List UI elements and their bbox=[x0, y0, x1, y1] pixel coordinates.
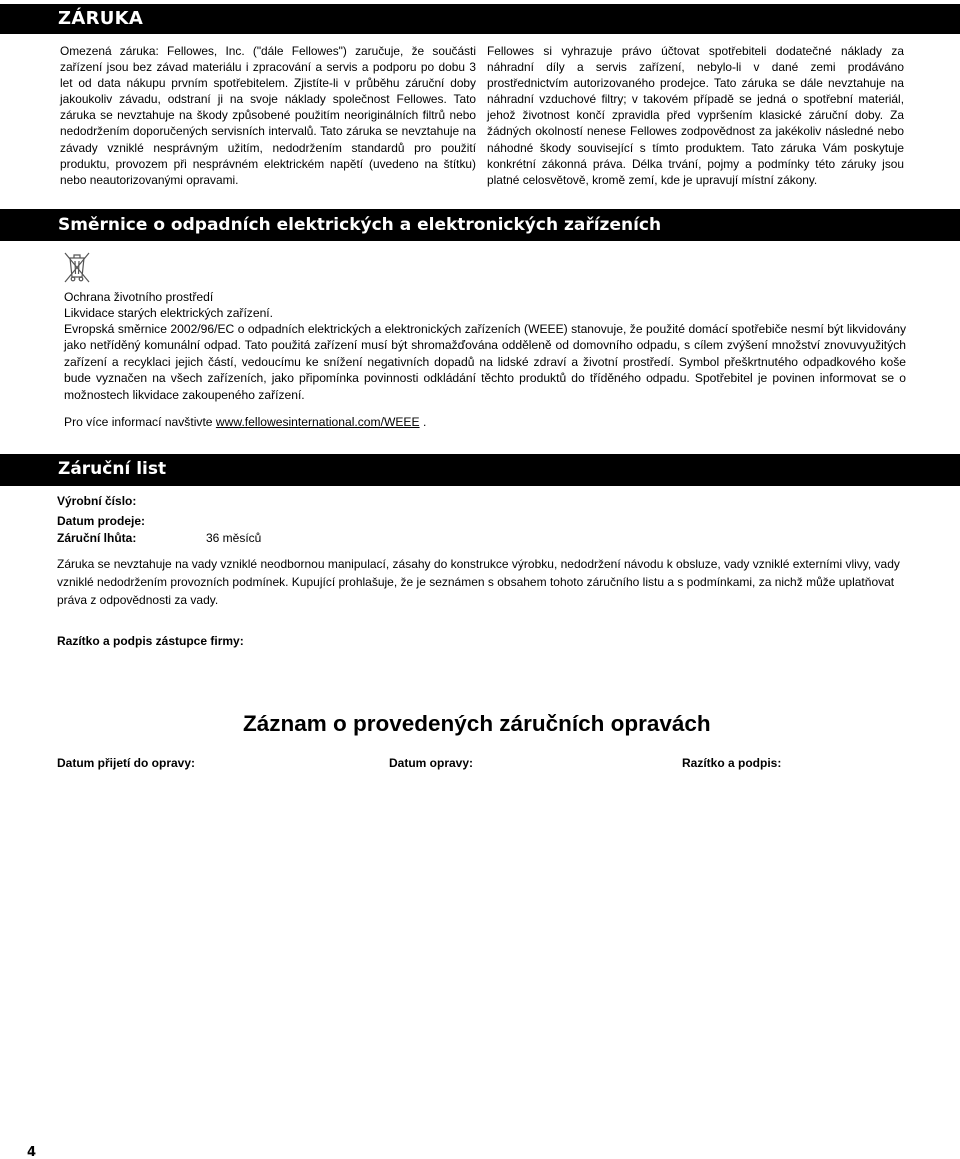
warranty-text-right: Fellowes si vyhrazuje právo účtovat spotřebiteli dodatečné náklady za náhradní díly a servis zařízení, nebylo-li v dané zemi prodáváno prostřednictvím autorizovaného prodejce. Tato záruka se dále nevztahuje na náhradní vzduchové filtry; v takovém případě se jedná o spotřební materiál, jehož životnost končí zpravidla před vypršením klasické záruční doby. Za žádných okolností nenese Fellowes zodpovědnost za jakékoliv následné nebo náhodné škody související s tímto produktem. Tato záruka Vám poskytuje konkrétní zákonná práva. Délka trvání, pojmy a podmínky této záruky jsou platné celosvětově, kromě zemí, kde je upravují místní zákony. bbox=[487, 44, 904, 187]
warranty-period-label: Záruční lhůta: bbox=[57, 531, 137, 545]
more-info-line bbox=[64, 414, 906, 430]
serial-number-label: Výrobní číslo: bbox=[57, 494, 137, 508]
environment-heading: Ochrana životního prostředí bbox=[64, 290, 214, 304]
more-info-prefix: Pro více informací navštivte bbox=[64, 415, 216, 429]
weee-link[interactable]: www.fellowesinternational.com/WEEE bbox=[215, 415, 420, 429]
page-number: 4 bbox=[27, 1145, 37, 1159]
warranty-title: ZÁRUKA bbox=[58, 8, 144, 29]
environment-lines bbox=[64, 289, 906, 322]
weee-title: Směrnice o odpadních elektrických a elektronických zařízeních bbox=[58, 215, 662, 235]
crossed-bin-icon bbox=[62, 249, 92, 285]
warranty-card-header-bar bbox=[0, 454, 960, 486]
repairs-record-title: Záznam o provedených záručních opravách bbox=[243, 711, 711, 736]
warranty-text-left: Omezená záruka: Fellowes, Inc. ("dále Fellowes") zaručuje, že součásti zařízení jsou bez závad materiálu i zpracování a servis a podporu po dobu 3 let od data nákupu prvním spotřebitelem. Zjistíte-li v průběhu záruční doby jakoukoliv závadu, odstraní ji na svoje náklady společnost Fellowes. Tato záruka se nevztahuje na škody způsobené použitím neoriginálních filtrů nebo nedodržením doporučených servisních intervalů. Tato záruka se nevztahuje na závady vzniklé nesprávným užitím, nedodržením standardů pro použití produktu, provozem při nesprávném elektrickém napětí (uvedeno na štítku) nebo neautorizovanými opravami. bbox=[60, 44, 476, 187]
repair-stamp-label: Razítko a podpis: bbox=[682, 756, 782, 770]
company-stamp-label: Razítko a podpis zástupce firmy: bbox=[57, 634, 244, 648]
weee-paragraph: Evropská směrnice 2002/96/EC o odpadních elektrických a elektronických zařízeních (WEEE) stanovuje, že použité domácí spotřebiče nesmí být likvidovány jako netříděný komunální odpad. Tato použitá zařízení musí být shromažďována odděleně od domovního odpadu, s cílem zvýšení množství znovuvyužitých zařízení a recyklaci jejich částí, vedoucímu ke snížení negativních dopadů na lidské zdraví a životní prostředí. Symbol přeškrtnutého odpadkového koše bude vyznačen na všech zařízeních, jako připomínka povinnosti odkládání těchto produktů do tříděného odpadu. Spotřebitel je povinen informovat se o možnostech likvidace zakoupeného zařízení. bbox=[64, 322, 906, 402]
warranty-card-paragraph: Záruka se nevztahuje na vady vzniklé neodbornou manipulací, zásahy do konstrukce výrobku, nedodržení návodu k obsluze, vady vzniklé externími vlivy, vady vzniklé nedodržením provozních podmínek. Kupující prohlašuje, že je seznámen s obsahem tohoto záručního listu a s podmínkami, za nichž může uplatňovat práva z odpovědnosti za vady. bbox=[57, 557, 900, 608]
warranty-card-title: Záruční list bbox=[58, 459, 167, 479]
sale-date-label: Datum prodeje: bbox=[57, 514, 146, 528]
repair-received-date-label: Datum přijetí do opravy: bbox=[57, 756, 196, 770]
repair-date-label: Datum opravy: bbox=[389, 756, 474, 770]
more-info-suffix: . bbox=[419, 415, 427, 429]
weee-header-bar bbox=[0, 209, 960, 241]
warranty-period-value: 36 měsíců bbox=[206, 531, 262, 545]
warranty-header-bar bbox=[0, 4, 960, 34]
disposal-line: Likvidace starých elektrických zařízení. bbox=[64, 306, 274, 321]
